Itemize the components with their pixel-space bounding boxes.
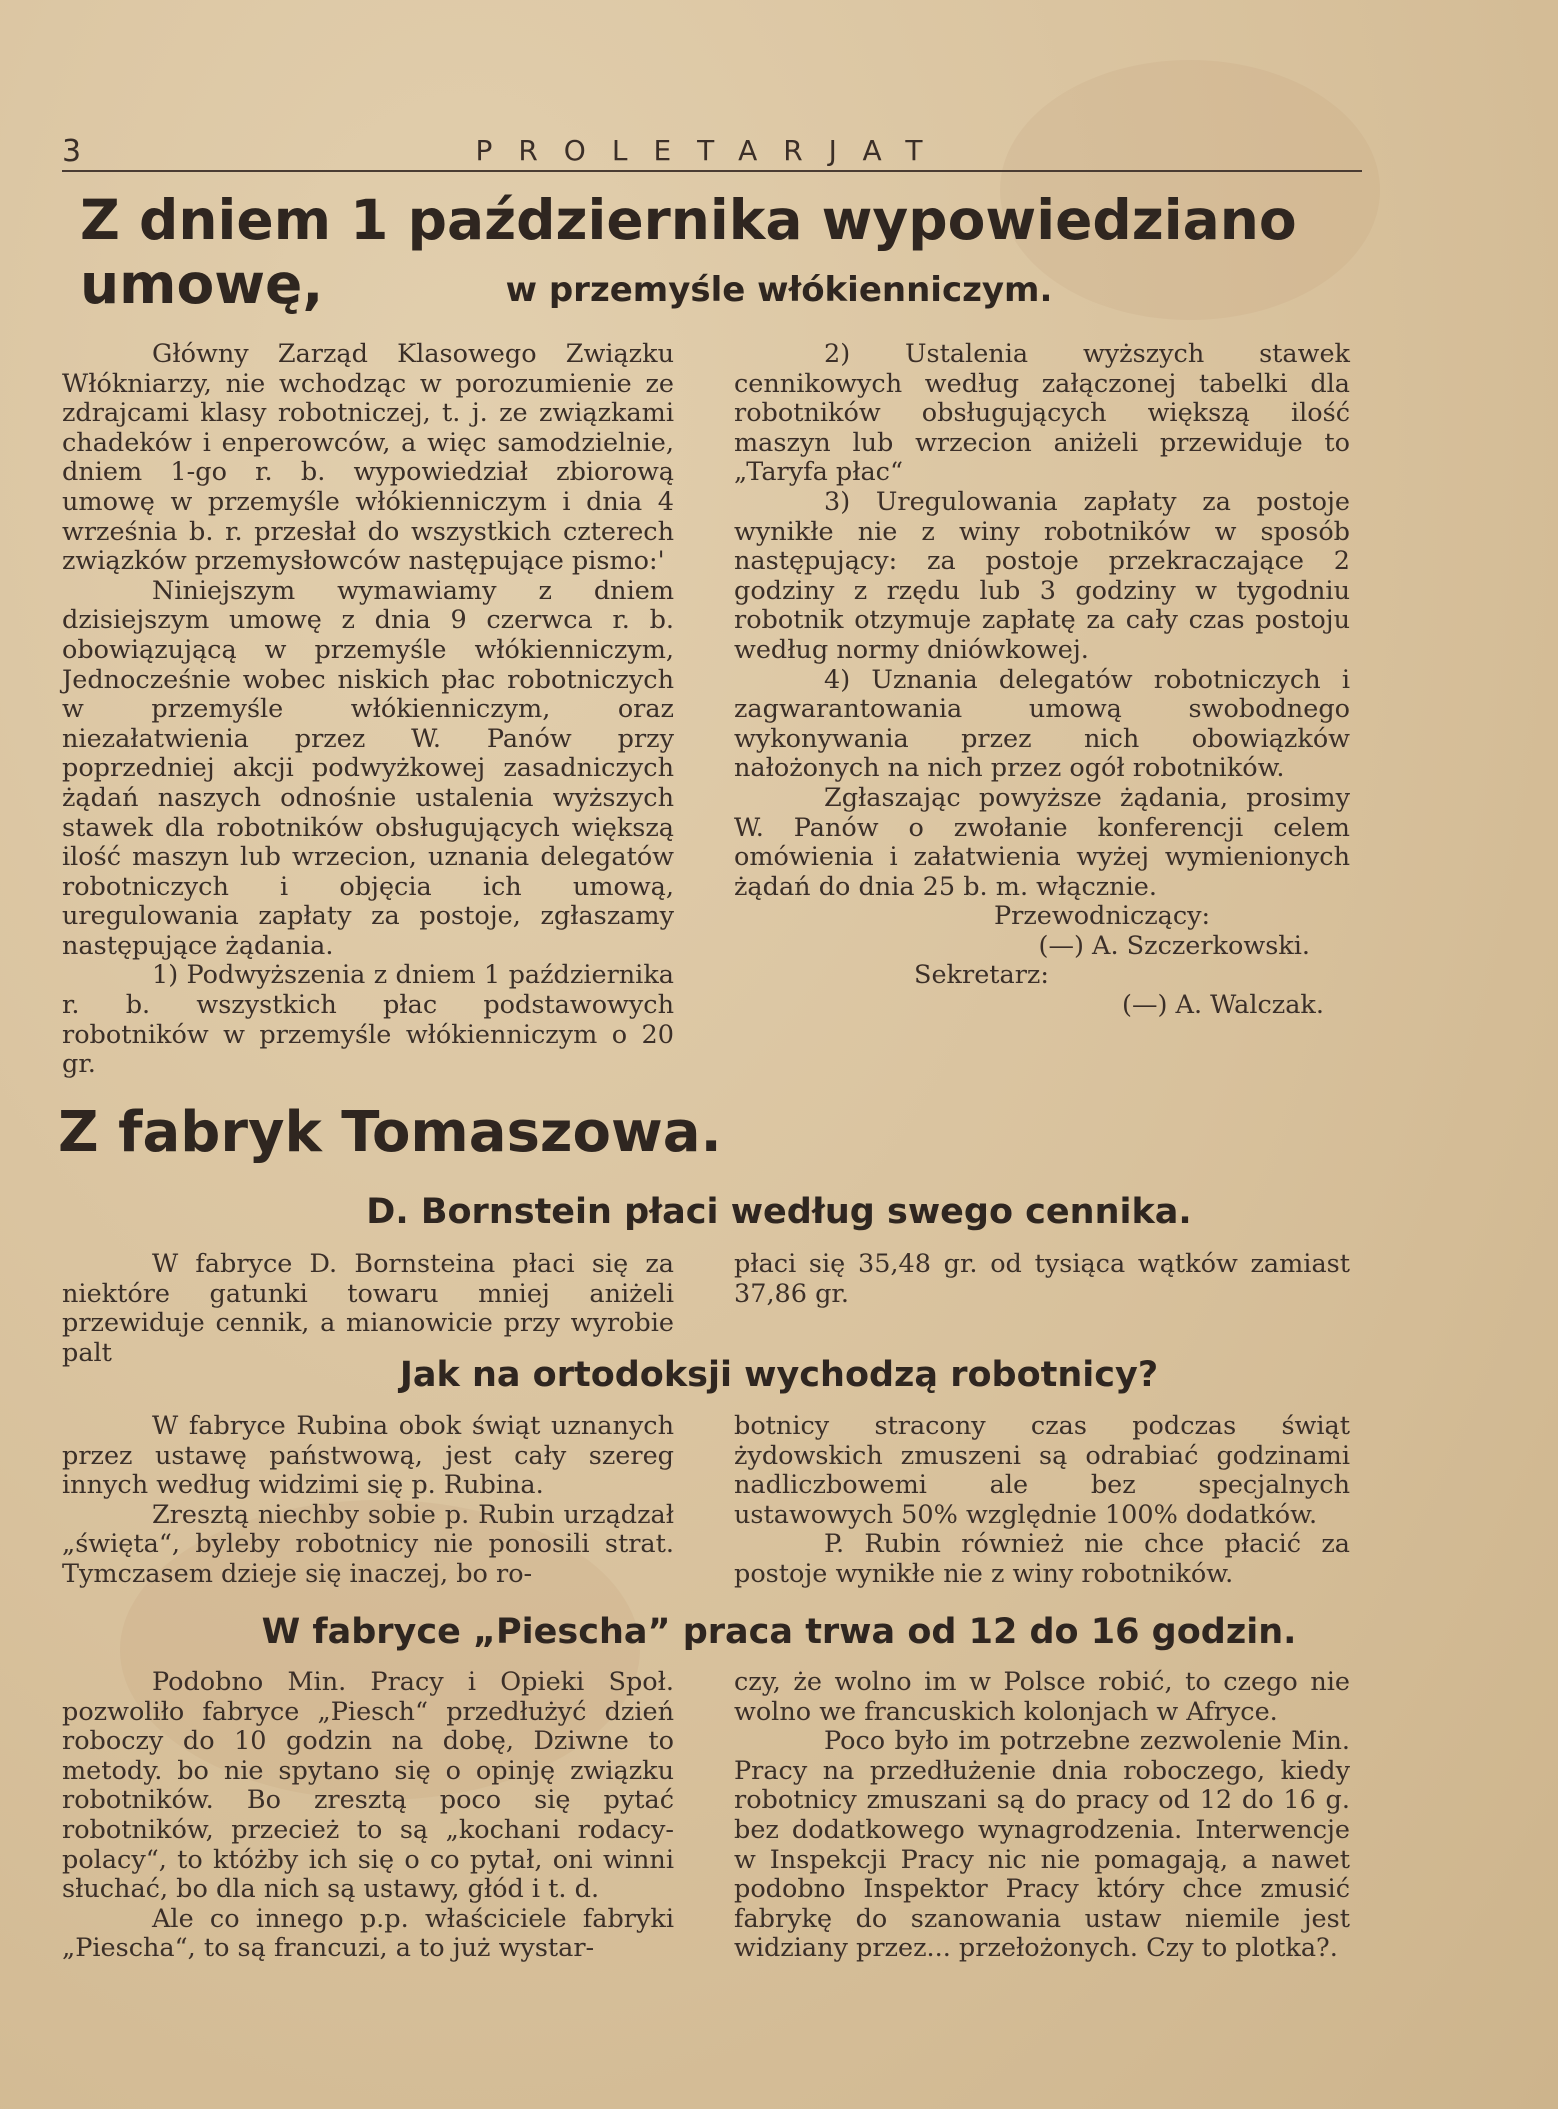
article-title: Z dniem 1 października wypowiedziano umowę, bbox=[80, 188, 1297, 316]
chairman-label: Przewodniczący: bbox=[994, 901, 1211, 932]
secretary-signature: (—) A. Walczak. bbox=[1122, 990, 1324, 1021]
page-number: 3 bbox=[62, 134, 82, 169]
chairman-signature: (—) A. Szczerkowski. bbox=[1038, 930, 1310, 961]
paragraph: płaci się 35,48 gr. od tysiąca wątków zamiast 37,86 gr. bbox=[734, 1249, 1350, 1309]
article1-left-column bbox=[62, 340, 674, 1080]
running-head bbox=[62, 128, 1362, 172]
paragraph: 4) Uznania delegatów robotniczych i zagwarantowania umową swobodnego wykonywania przez nich obowiązków nałożonych na nich przez ogół robotników. bbox=[734, 664, 1350, 784]
paragraph: Podobno Min. Pracy i Opieki Społ. pozwoliło fabryce „Piesch“ przedłużyć dzień roboczy do 10 godzin na dobę, Dziwne to metody. bo nie spytano się o opinję związku robotników. Bo zresztą poco się pytać robotników, przecież to są „kochani rodacy-polacy“, to któżby ich się o co pytał, oni winni słuchać, bo dla nich są ustawy, głód i t. d. bbox=[62, 1667, 674, 1905]
article-subtitle: w przemyśle włókienniczym. bbox=[505, 270, 1053, 310]
paragraph: Poco było im potrzebne zezwolenie Min. Pracy na przedłużenie dnia roboczego, kiedy robotnicy zmuszani są do pracy od 12 do 16 g. bez dodatkowego wynagrodzenia. Interwencje w Inspekcji Pracy nic nie pomagają, a nawet podobno Inspektor Pracy który chce zmusić fabrykę do szanowania ustaw niemile jest widziany przez... przełożonych. Czy to plotka?. bbox=[734, 1726, 1350, 1964]
journal-title: PROLETARJAT bbox=[475, 134, 949, 167]
paragraph: Główny Zarząd Klasowego Związku Włókniarzy, nie wchodząc w porozumienie ze zdrajcami klasy robotniczej, t. j. ze związkami chadeków i enperowców, a więc samodzielnie, dniem 1-go r. b. wypowiedział zbiorową umowę w przemyśle włókienniczym i dnia 4 września b. r. przesłał do wszystkich czterech związków przemysłowców następujące pismo:' bbox=[62, 339, 674, 577]
article-title: D. Bornstein płaci według swego cennika. bbox=[366, 1192, 1192, 1232]
paragraph: Zgłaszając powyższe żądania, prosimy W. Panów o zwołanie konferencji celem omówienia i załatwienia wyżej wymienionych żądań do dnia 25 b. m. włącznie. bbox=[734, 782, 1350, 902]
article3-left-column bbox=[62, 1412, 674, 1590]
paragraph: P. Rubin również nie chce płacić za postoje wynikłe nie z winy robotników. bbox=[734, 1529, 1350, 1589]
article4-left-column bbox=[62, 1668, 674, 1964]
article3-right-column bbox=[734, 1412, 1350, 1590]
paragraph: W fabryce D. Bornsteina płaci się za niektóre gatunki towaru mniej aniżeli przewiduje cennik, a mianowicie przy wyrobie palt bbox=[62, 1249, 674, 1368]
paragraph: 3) Uregulowania zapłaty za postoje wynikłe nie z winy robotników w sposób następujący: za postoje przekraczające 2 godziny z rzędu lub 3 godziny w tygodniu robotnik otzymuje zapłatę za cały czas postoju według normy dniówkowej. bbox=[734, 486, 1350, 665]
paragraph: Ale co innego p.p. właściciele fabryki „Piescha“, to są francuzi, a to już wystar- bbox=[62, 1903, 674, 1964]
paragraph: 2) Ustalenia wyższych stawek cennikowych według załączonej tabelki dla robotników obsługujących większą ilość maszyn lub wrzecion aniżeli przewiduje to „Taryfa płac“ bbox=[734, 339, 1350, 488]
article1-right-column bbox=[734, 340, 1350, 1021]
article2-left-column bbox=[62, 1250, 674, 1368]
article4-right-column bbox=[734, 1668, 1350, 1964]
paragraph: Zresztą niechby sobie p. Rubin urządzał „święta“, byleby robotnicy nie ponosili strat. Tymczasem dzieje się inaczej, bo ro- bbox=[62, 1499, 674, 1589]
article-title: W fabryce „Piescha” praca trwa od 12 do 16 godzin. bbox=[261, 1612, 1297, 1652]
paragraph: W fabryce Rubina obok świąt uznanych przez ustawę państwową, jest cały szereg innych według widzimi się p. Rubina. bbox=[62, 1411, 674, 1501]
article-title: Jak na ortodoksji wychodzą robotnicy? bbox=[399, 1355, 1159, 1395]
paragraph: 1) Podwyższenia z dniem 1 października r. b. wszystkich płac podstawowych robotników w przemyśle włókienniczym o 20 gr. bbox=[62, 960, 674, 1080]
paragraph: czy, że wolno im w Polsce robić, to czego nie wolno we francuskich kolonjach w Afryce. bbox=[734, 1667, 1350, 1727]
paragraph: Niniejszym wymawiamy z dniem dzisiejszym umowę z dnia 9 czerwca r. b. obowiązującą w przemyśle włókienniczym, Jednocześnie wobec niskich płac robotniczych w przemyśle włókienniczym, oraz niezałatwienia przez W. Panów przy poprzedniej akcji podwyżkowej zasadniczych żądań naszych odnośnie ustalenia wyższych stawek dla robotników obsługujących większą ilość maszyn lub wrzecion, uznania delegatów robotniczych i objęcia ich umową, uregulowania zapłaty za postoje, zgłaszamy następujące żądania. bbox=[62, 575, 674, 961]
paragraph: botnicy stracony czas podczas świąt żydowskich zmuszeni są odrabiać godzinami nadliczbowemi ale bez specjalnych ustawowych 50% względnie 100% dodatków. bbox=[734, 1411, 1350, 1530]
article2-right-column bbox=[734, 1250, 1350, 1309]
secretary-label: Sekretarz: bbox=[914, 960, 1049, 991]
section-heading: Z fabryk Tomaszowa. bbox=[58, 1100, 722, 1165]
